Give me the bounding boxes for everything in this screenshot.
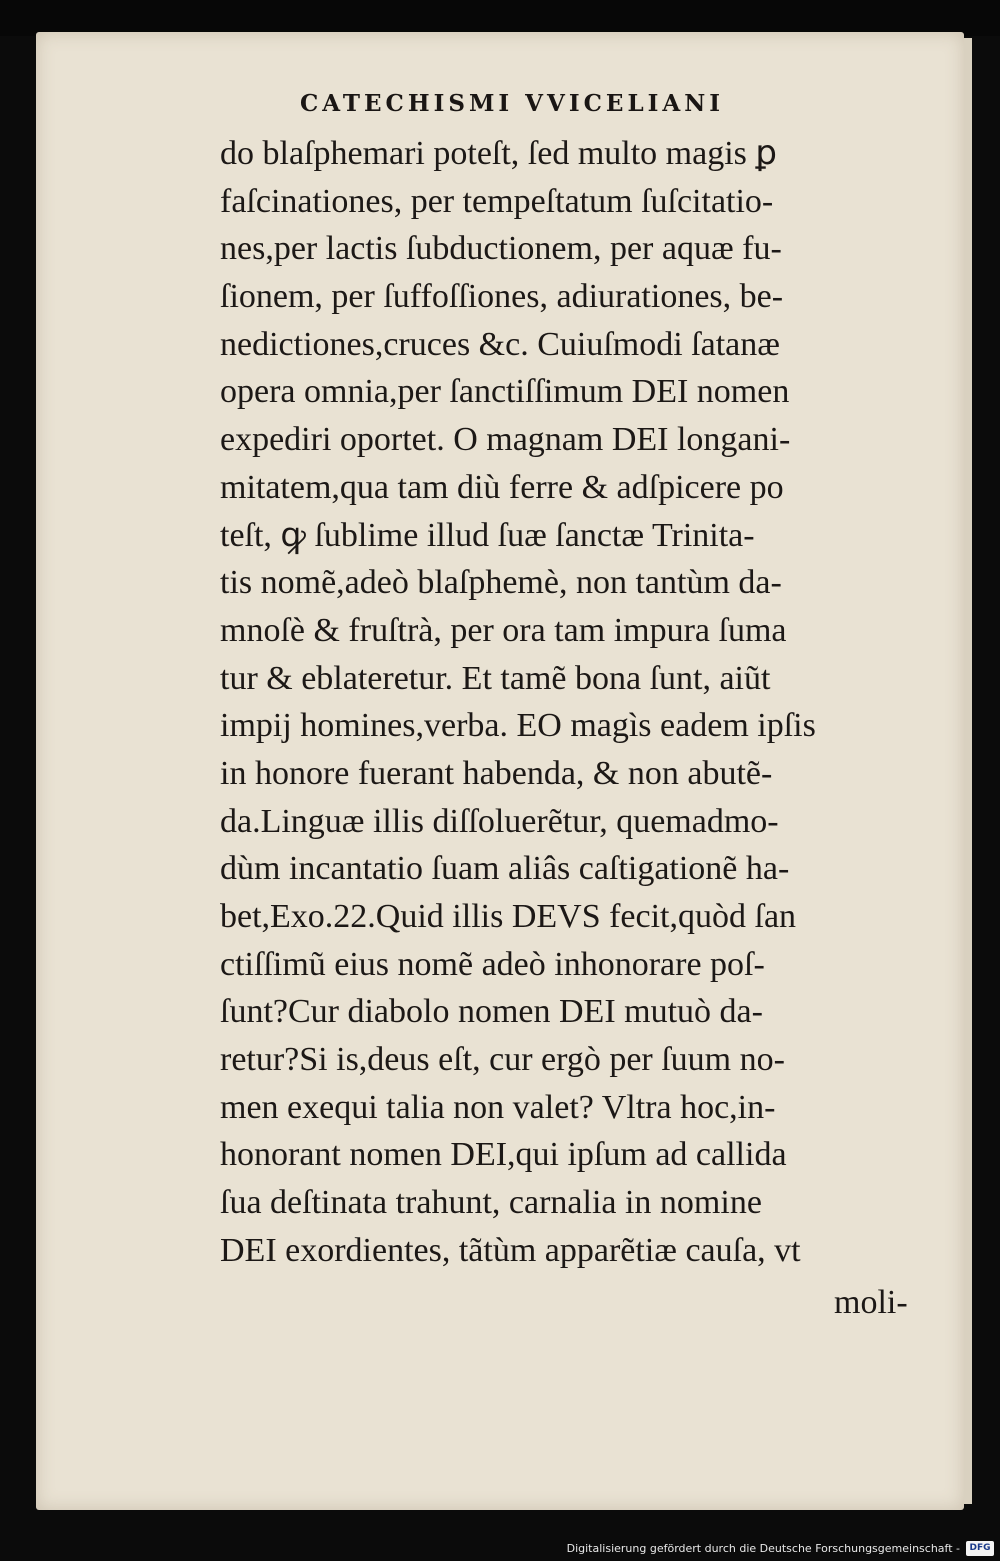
text-line: men exequi talia non valet? Vltra hoc,in- [220, 1088, 776, 1126]
text-line: faſcinationes, per tempeſtatum ſuſcitatio- [220, 182, 774, 220]
text-line: mnoſè & fruſtrà, per ora tam impura ſuma [220, 611, 787, 649]
text-line: ſionem, per ſuffoſſiones, adiurationes, be- [220, 278, 784, 316]
dfg-logo-icon: DFG [966, 1541, 994, 1556]
text-line: da.Linguæ illis diſſoluerẽtur, quemadmo- [220, 802, 779, 840]
text-line: bet,Exo.22.Quid illis DEVS fecit,quòd ſan [220, 898, 797, 935]
footer-bar [0, 1538, 1000, 1561]
text-line: opera omnia,per ſanctiſſimum DEI nomen [220, 373, 790, 411]
text-line: ſunt?Cur diabolo nomen DEI mutuò da- [220, 993, 763, 1031]
text-line: dùm incantatio ſuam aliâs caſtigationẽ ha- [220, 850, 790, 888]
text-block [220, 130, 940, 1275]
text-line: honorant nomen DEI,qui ipſum ad callida [220, 1136, 787, 1174]
catchword: moli- [834, 1284, 908, 1321]
text-line: do blaſphemari poteſt, ſed multo magis ꝑ [220, 135, 777, 172]
running-head: CATECHISMI VVICELIANI [300, 90, 725, 117]
text-line: nedictiones,cruces &c. Cuiuſmodi ſatanæ [220, 325, 780, 363]
text-line: teſt, ꝙ ſublime illud ſuæ ſanctæ Trinita- [220, 516, 755, 554]
text-line: nes,per lactis ſubductionem, per aquæ fu- [220, 230, 782, 268]
funding-note: Digitalisierung gefördert durch die Deutsche Forschungsgemeinschaft - [566, 1542, 960, 1555]
text-line: impij homines,verba. EO magìs eadem ipſis [220, 707, 816, 745]
text-line: expediri oportet. O magnam DEI longani- [220, 421, 791, 459]
text-line: tis nomẽ,adeò blaſphemè, non tantùm da- [220, 564, 782, 602]
text-line: in honore fuerant habenda, & non abutẽ- [220, 754, 773, 792]
text-line: DEI exordientes, tãtùm apparẽtiæ cauſa, vt [220, 1231, 801, 1269]
text-line: tur & eblateretur. Et tamẽ bona ſunt, aiũt [220, 659, 771, 697]
text-line: mitatem,qua tam diù ferre & adſpicere po [220, 468, 784, 506]
text-line: ctiſſimũ eius nomẽ adeò inhonorare poſ- [220, 945, 765, 983]
text-line: retur?Si is,deus eſt, cur ergò per ſuum no- [220, 1041, 785, 1079]
text-line: ſua deſtinata trahunt, carnalia in nomine [220, 1184, 762, 1222]
scan-background [0, 0, 1000, 36]
